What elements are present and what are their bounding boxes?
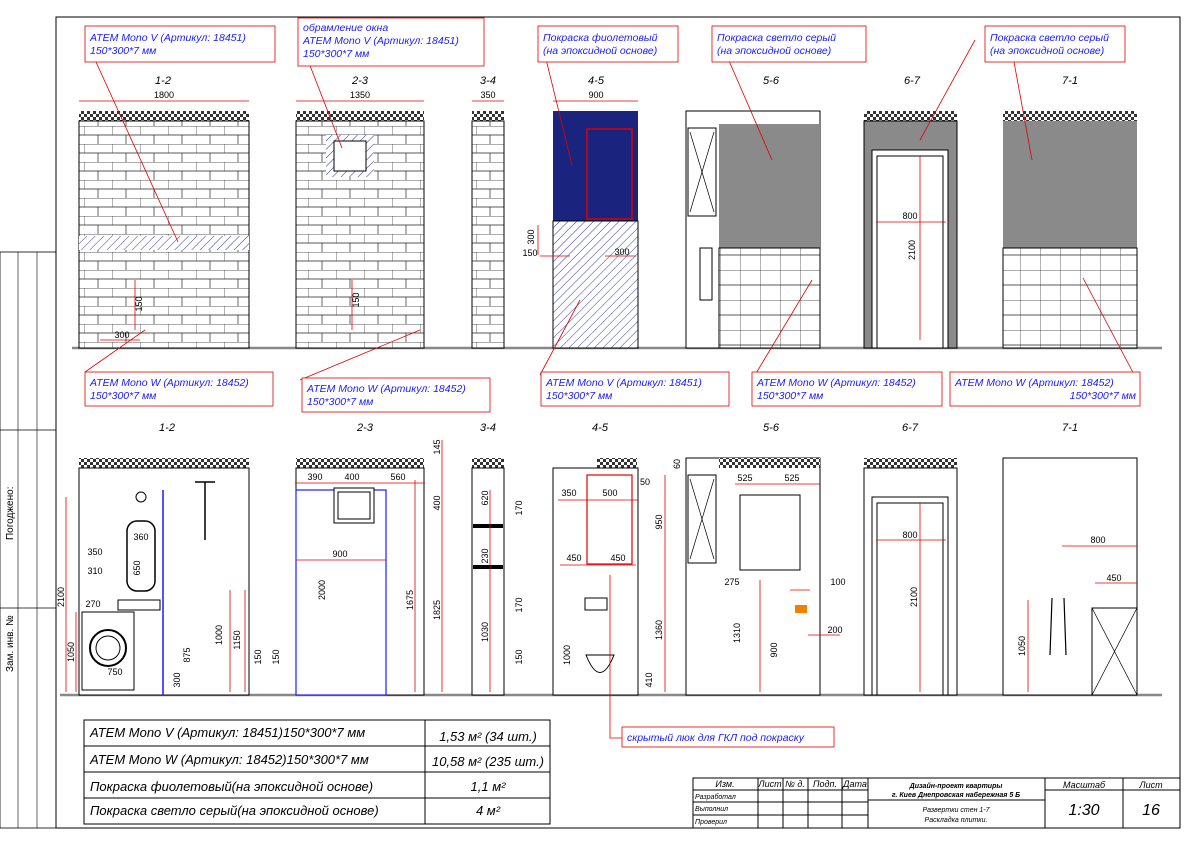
- wall-title: 5-6: [763, 75, 779, 87]
- dim-label: 150: [514, 649, 524, 665]
- stamp-role: Разработал: [695, 794, 736, 801]
- dim-label: 400: [432, 495, 442, 511]
- callout-line: Покраска светло серый: [717, 32, 836, 44]
- project-title: Дизайн-проект квартиры: [909, 783, 1003, 790]
- stamp-header: Лист: [758, 779, 782, 789]
- callout-line: ATEM Mono W (Артикул: 18452): [307, 383, 466, 395]
- callout-line: (на эпоксидной основе): [543, 45, 658, 57]
- dim-label: 390: [307, 472, 323, 482]
- wall-titles-bottom: [159, 422, 1078, 434]
- wall-title: 1-2: [159, 422, 175, 434]
- callout-line: 150*300*7 мм: [90, 45, 157, 57]
- summary-table: [84, 720, 550, 824]
- dim-label: 525: [737, 473, 753, 483]
- wall-title: 3-4: [480, 422, 496, 434]
- scale-value: 1:30: [1068, 802, 1100, 819]
- side-strip: [0, 252, 56, 828]
- dim-label: 800: [1090, 535, 1106, 545]
- dim-label: 750: [107, 667, 123, 677]
- callout-line: Покраска светло серый: [990, 32, 1109, 44]
- stamp-header: Дата: [843, 779, 867, 789]
- title-block: [693, 778, 1180, 828]
- table-qty: 1,53 м² (34 шт.): [439, 729, 537, 744]
- wall-title: 6-7: [902, 422, 918, 434]
- dim-label: 300: [526, 229, 536, 245]
- dim-label: 450: [566, 553, 582, 563]
- dim-label: 410: [644, 672, 654, 688]
- stamp-role: Выполнил: [695, 806, 729, 813]
- stamp-role: Проверил: [695, 819, 727, 826]
- table-item: Покраска фиолетовый(на эпоксидной основе): [90, 779, 374, 794]
- dim-label: 300: [114, 330, 130, 340]
- dim-label: 1360: [654, 619, 664, 641]
- dim-label: 450: [1106, 573, 1122, 583]
- top-row-elevations: [72, 111, 1162, 348]
- callout-line: ATEM Mono W (Артикул: 18452): [955, 377, 1114, 389]
- dim-label: 150: [351, 292, 361, 308]
- table-qty: 1,1 м²: [470, 779, 506, 794]
- dim-label: 230: [480, 548, 490, 564]
- sheet-title: Развертки стен 1-7: [922, 807, 990, 814]
- dim-label: 350: [561, 488, 577, 498]
- approved-label: Погоджено:: [5, 486, 16, 540]
- dim-label: 360: [133, 532, 149, 542]
- wall-title: 7-1: [1062, 75, 1078, 87]
- wall-title: 7-1: [1062, 422, 1078, 434]
- dim-label: 500: [602, 488, 618, 498]
- dim-label: 2000: [317, 579, 327, 601]
- dim-label: 300: [614, 247, 630, 257]
- callout-line: 150*300*7 мм: [90, 390, 157, 402]
- dim-label: 650: [132, 560, 142, 576]
- dim-label: 300: [172, 672, 182, 688]
- dim-label: 170: [514, 500, 524, 516]
- dim-label: 1050: [1017, 635, 1027, 657]
- wall-title: 2-3: [357, 422, 373, 434]
- wall-title: 3-4: [480, 75, 496, 87]
- stamp-header: Подп.: [813, 779, 837, 789]
- wall-titles-top: [155, 75, 1078, 87]
- callout-line: 150*300*7 мм: [1069, 390, 1136, 402]
- project-address: г. Киев Днепровская набережная 5 Б: [891, 792, 1021, 799]
- dim-label: 1310: [732, 622, 742, 644]
- dim-label: 50: [639, 477, 651, 487]
- wall-title: 2-3: [352, 75, 368, 87]
- dim-label: 900: [769, 642, 779, 658]
- sheet-number: 16: [1142, 802, 1160, 819]
- dim-label: 270: [85, 599, 101, 609]
- callout-line: ATEM Mono V (Артикул: 18451): [546, 377, 702, 389]
- dim-label: 950: [654, 514, 664, 530]
- dim-label: 100: [830, 577, 846, 587]
- stamp-header: Изм.: [715, 779, 735, 789]
- dim-label: 800: [902, 211, 918, 221]
- dim-label: 1000: [562, 644, 572, 666]
- callout-line: ATEM Mono V (Артикул: 18451): [90, 32, 246, 44]
- wall-title: 6-7: [904, 75, 920, 87]
- callout-line: (на эпоксидной основе): [717, 45, 832, 57]
- dim-label: 150: [522, 248, 538, 258]
- dim-label: 900: [332, 549, 348, 559]
- dim-label: 1000: [214, 624, 224, 646]
- callout-line: ATEM Mono V (Артикул: 18451): [303, 35, 459, 47]
- callout-line: 150*300*7 мм: [307, 396, 374, 408]
- dim-label: 275: [724, 577, 740, 587]
- dim-label: 620: [480, 490, 490, 506]
- dim-label: 1800: [153, 90, 175, 100]
- callout-line: ATEM Mono W (Артикул: 18452): [90, 377, 249, 389]
- dim-label: 2100: [909, 586, 919, 608]
- callout-line: Покраска фиолетовый: [543, 32, 658, 44]
- dim-label: 310: [87, 566, 103, 576]
- dim-label: 875: [182, 647, 192, 663]
- dim-label: 150: [253, 649, 263, 665]
- table-item: ATEM Mono V (Артикул: 18451)150*300*7 мм: [90, 725, 366, 740]
- stamp-header: № д.: [785, 779, 805, 789]
- dim-label: 400: [344, 472, 360, 482]
- callout-line: 150*300*7 мм: [546, 390, 613, 402]
- wall-title: 5-6: [763, 422, 779, 434]
- table-qty: 10,58 м² (235 шт.): [431, 754, 545, 769]
- callout-line: 150*300*7 мм: [757, 390, 824, 402]
- callout-line: скрытый люк для ГКЛ под покраску: [627, 732, 805, 744]
- dim-label: 900: [588, 90, 604, 100]
- wall-title: 4-5: [588, 75, 604, 87]
- dim-label: 800: [902, 530, 918, 540]
- dim-label: 1150: [232, 630, 242, 650]
- callout-line: 150*300*7 мм: [303, 48, 370, 60]
- wall-title: 1-2: [155, 75, 171, 87]
- dim-label: 350: [87, 547, 103, 557]
- sheet-header: Лист: [1139, 780, 1163, 790]
- dim-label: 1050: [66, 641, 76, 663]
- table-item: ATEM Mono W (Артикул: 18452)150*300*7 мм: [90, 752, 369, 767]
- dim-label: 1350: [349, 90, 371, 100]
- wall-title: 4-5: [592, 422, 608, 434]
- dim-label: 525: [784, 473, 800, 483]
- table-item: Покраска светло серый(на эпоксидной основе): [90, 803, 379, 818]
- callout-line: обрамление окна: [303, 22, 389, 34]
- sheet-subtitle: Раскладка плитки.: [924, 817, 988, 824]
- scale-header: Масштаб: [1062, 780, 1106, 790]
- inv-label: Зам. инв. №: [5, 615, 16, 672]
- dim-label: 2100: [56, 586, 66, 608]
- dim-label: 1030: [480, 621, 490, 643]
- dim-label: 60: [672, 458, 682, 470]
- dim-label: 450: [610, 553, 626, 563]
- dim-label: 350: [480, 90, 496, 100]
- dim-label: 145: [432, 439, 442, 455]
- dim-label: 2100: [907, 239, 917, 261]
- dim-label: 150: [271, 649, 281, 665]
- dim-label: 560: [390, 472, 406, 482]
- table-qty: 4 м²: [475, 803, 501, 818]
- dim-label: 150: [134, 296, 144, 312]
- dim-label: 170: [514, 597, 524, 613]
- dim-label: 200: [827, 625, 843, 635]
- callout-line: (на эпоксидной основе): [990, 45, 1105, 57]
- dim-label: 1825: [432, 599, 442, 621]
- dim-label: 1675: [405, 589, 415, 611]
- callout-line: ATEM Mono W (Артикул: 18452): [757, 377, 916, 389]
